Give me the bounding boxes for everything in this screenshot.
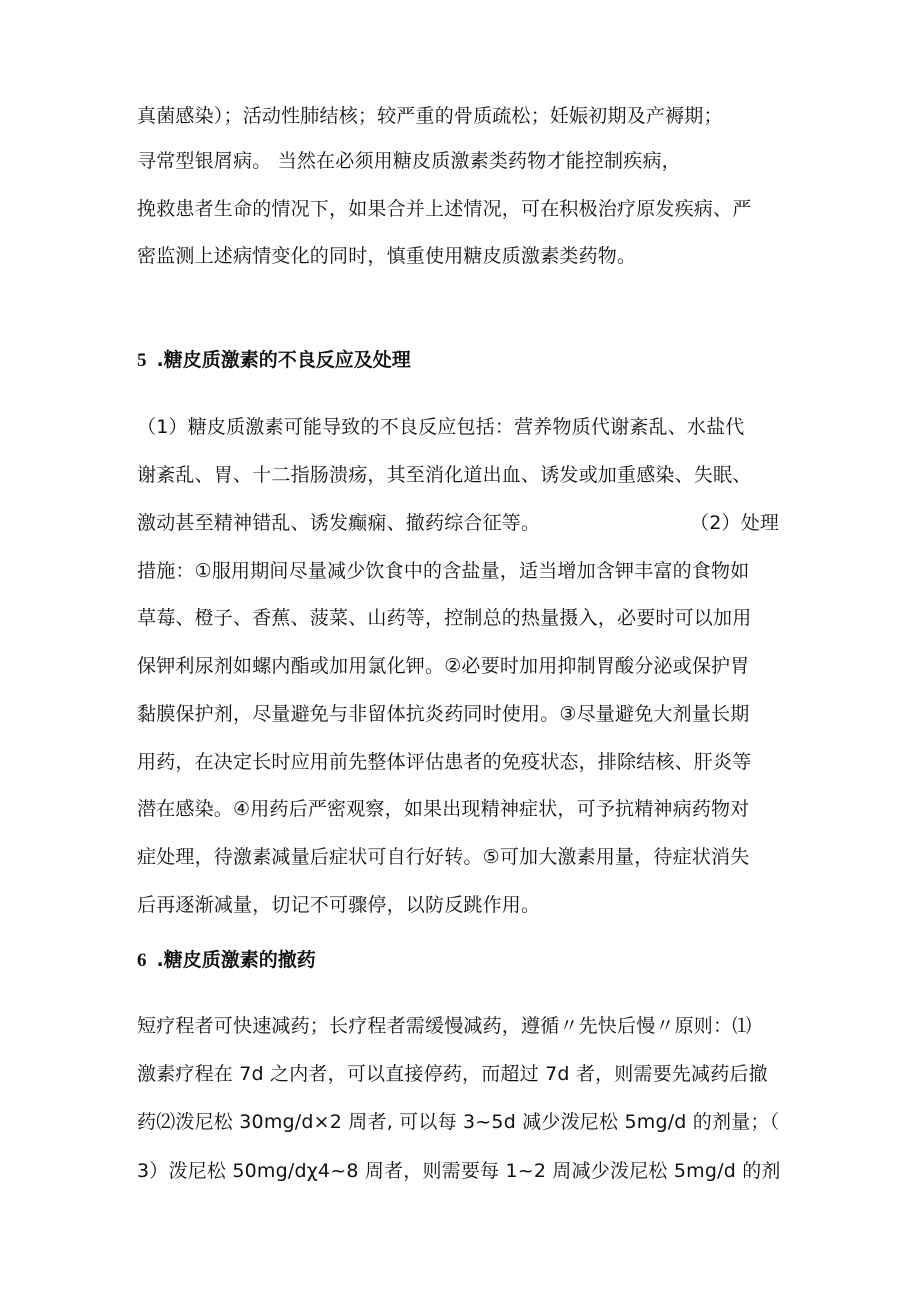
section-5-line-1: （1）糖皮质激素可能导致的不良反应包括：营养物质代谢紊乱、水盐代 (137, 416, 745, 438)
section-5-title: .糖皮质激素的不良反应及处理 (156, 349, 411, 371)
section-5-line-3: 激动甚至精神错乱、诱发癫痫、撤药综合征等。 (137, 512, 541, 534)
section-5-line-8: 用药，在决定长时应用前先整体评估患者的免疫状态，排除结核、肝炎等 (137, 751, 752, 773)
section-5-line-4: 措施：①服用期间尽量减少饮食中的含盐量，适当增加含钾丰富的食物如 (137, 560, 750, 582)
section-6-line-1: 短疗程者可快速减药；长疗程者需缓慢减药，遵循〃先快后慢〃原则：⑴ (137, 1015, 752, 1037)
section-6-line-2: 激素疗程在 7d 之内者，可以直接停药，而超过 7d 者，则需要先减药后撤 (137, 1063, 768, 1085)
intro-line-3: 挽救患者生命的情况下，如果合并上述情况，可在积极治疗原发疾病、严 (137, 198, 752, 220)
intro-line-1: 真菌感染）；活动性肺结核；较严重的骨质疏松；妊娠初期及产褥期； (137, 105, 723, 127)
section-5-line-10: 症处理，待激素减量后症状可自行好转。⑤可加大激素用量，待症状消失 (137, 846, 750, 868)
intro-line-2: 寻常型银屑病。 当然在必须用糖皮质激素类药物才能控制疾病， (137, 150, 681, 172)
section-5-line-5: 草莓、橙子、香蕉、菠菜、山药等，控制总的热量摄入，必要时可以加用 (137, 607, 752, 629)
section-5-line-7: 黏膜保护剂，尽量避免与非留体抗炎药同时使用。③尽量避免大剂量长期 (137, 703, 750, 725)
intro-line-4: 密监测上述病情变化的同时，慎重使用糖皮质激素类药物。 (137, 245, 637, 267)
section-5-line-9: 潜在感染。④用药后严密观察，如果出现精神症状，可予抗精神病药物对 (137, 798, 750, 820)
section-5-line-6: 保钾利尿剂如螺内酯或加用氯化钾。②必要时加用抑制胃酸分泌或保护胃 (137, 655, 750, 677)
section-6-title: .糖皮质激素的撤药 (156, 949, 316, 971)
section-6-line-4: 3）泼尼松 50mg∕dχ4~8 周者，则需要每 1~2 周减少泼尼松 5mg∕d 的剂 (137, 1160, 781, 1182)
section-6-number: 6 (137, 950, 147, 971)
section-5-line-3b: （2）处理 (690, 512, 780, 534)
section-5-number: 5 (137, 350, 147, 371)
section-5-line-2: 谢紊乱、胃、十二指肠溃疡，其至消化道出血、诱发或加重感染、失眠、 (137, 464, 752, 486)
section-5-heading (137, 348, 411, 373)
section-6-heading (137, 948, 316, 973)
section-5-line-11: 后再逐渐减量，切记不可骤停，以防反跳作用。 (137, 894, 541, 916)
section-6-line-3: 药⑵泼尼松 30mg∕d×2 周者, 可以每 3~5d 减少泼尼松 5mg∕d 的剂量；（ (137, 1111, 780, 1133)
